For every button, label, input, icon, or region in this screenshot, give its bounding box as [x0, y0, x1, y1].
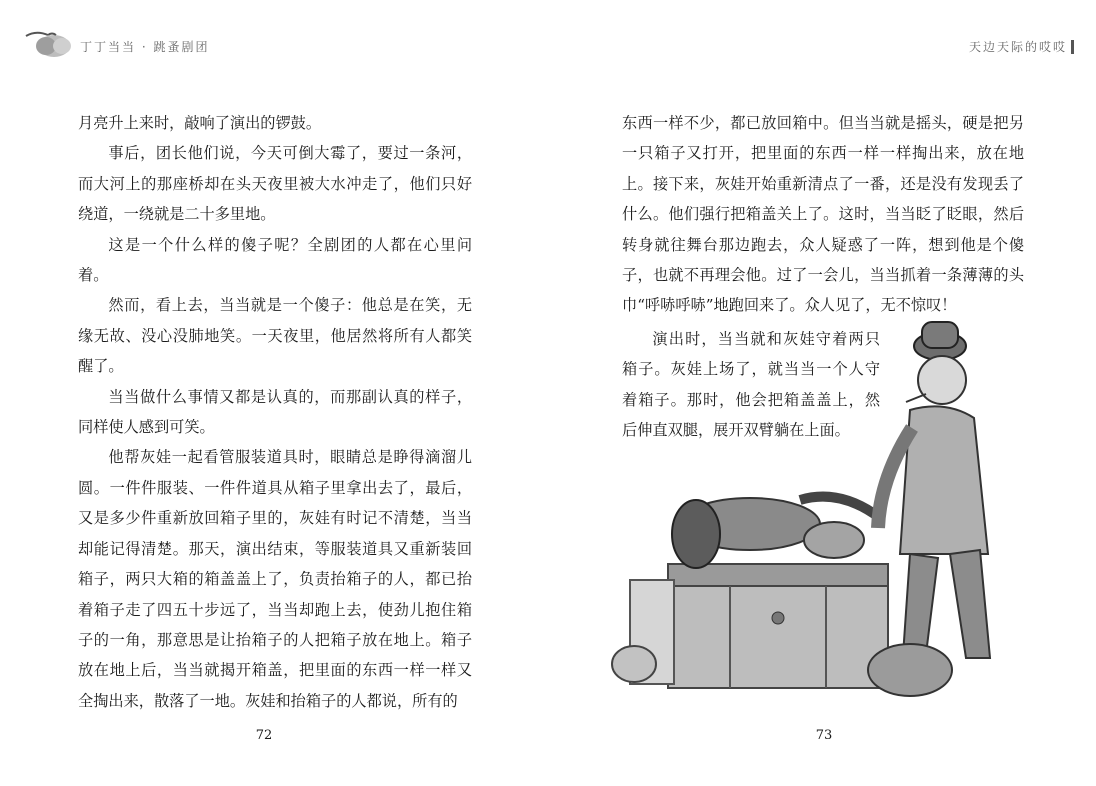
illustration	[610, 318, 1030, 706]
paragraph: 月亮升上来时，敲响了演出的锣鼓。	[78, 114, 321, 132]
right-side-paragraph: 演出时，当当就和灰娃守着两只箱子。灰娃上场了，就当当一个人守着箱子。那时，他会把箱盖盖上，然后伸直双腿，展开双臂躺在上面。	[622, 330, 880, 440]
chapter-title: 天边天际的哎哎	[968, 40, 1067, 54]
paragraph: 事后，团长他们说，今天可倒大霉了，要过一条河，而大河上的那座桥却在头天夜里被大水冲走了，他们只好绕道，一绕就是二十多里地。	[78, 144, 472, 224]
paragraph: 他帮灰娃一起看管服装道具时，眼睛总是睁得滴溜儿圆。一件件服装、一件件道具从箱子里拿出去了，最后，又是多少件重新放回箱子里的，灰娃有时记不清楚，当当却能记得清楚。那天，演出结束，等服装道具又重新装回箱子，两只大箱的箱盖盖上了，负责抬箱子的人，都已抬着箱子走了四五十步远了，当当却跑上去，使劲儿抱住箱子的一角，那意思是让抬箱子的人把箱子放在地上。箱子放在地上后，当当就揭开箱盖，把里面的东西一样一样又全掏出来，散落了一地。灰娃和抬箱子的人都说，所有的	[78, 448, 472, 710]
paragraph: 然而，看上去，当当就是一个傻子：他总是在笑，无缘无故、没心没肺地笑。一天夜里，他居然将所有人都笑醒了。	[78, 296, 472, 376]
trunk-icon	[630, 564, 888, 688]
right-page	[548, 0, 1096, 786]
series-title: 丁丁当当 · 跳蚤剧团	[80, 40, 210, 54]
boy-figure-icon	[672, 497, 880, 568]
man-figure-icon	[878, 322, 990, 670]
gourd-logo-icon	[22, 26, 76, 60]
page-number-right: 73	[815, 728, 833, 743]
paragraph: 这是一个什么样的傻子呢？全剧团的人都在心里问着。	[78, 235, 472, 285]
right-top-paragraph: 东西一样不少，都已放回箱中。但当当就是摇头，硬是把另一只箱子又打开，把里面的东西一样一样掏出来，放在地上。接下来，灰娃开始重新清点了一番，还是没有发现丢了什么。他们强行把箱盖关上了。这时，当当眨了眨眼，然后转身就往舞台那边跑去，众人疑惑了一阵，想到他是个傻子，也就不再理会他。过了一会儿，当当抓着一条薄薄的头巾“呼哧呼哧”地跑回来了。众人见了，无不惊叹！	[622, 114, 1024, 315]
left-body-text	[78, 108, 472, 716]
paragraph: 当当做什么事情又都是认真的，而那副认真的样子，同样使人感到可笑。	[78, 387, 472, 437]
chapter-header	[969, 38, 1074, 55]
header-bar-icon	[1071, 40, 1074, 54]
page-number-left: 72	[255, 728, 273, 743]
